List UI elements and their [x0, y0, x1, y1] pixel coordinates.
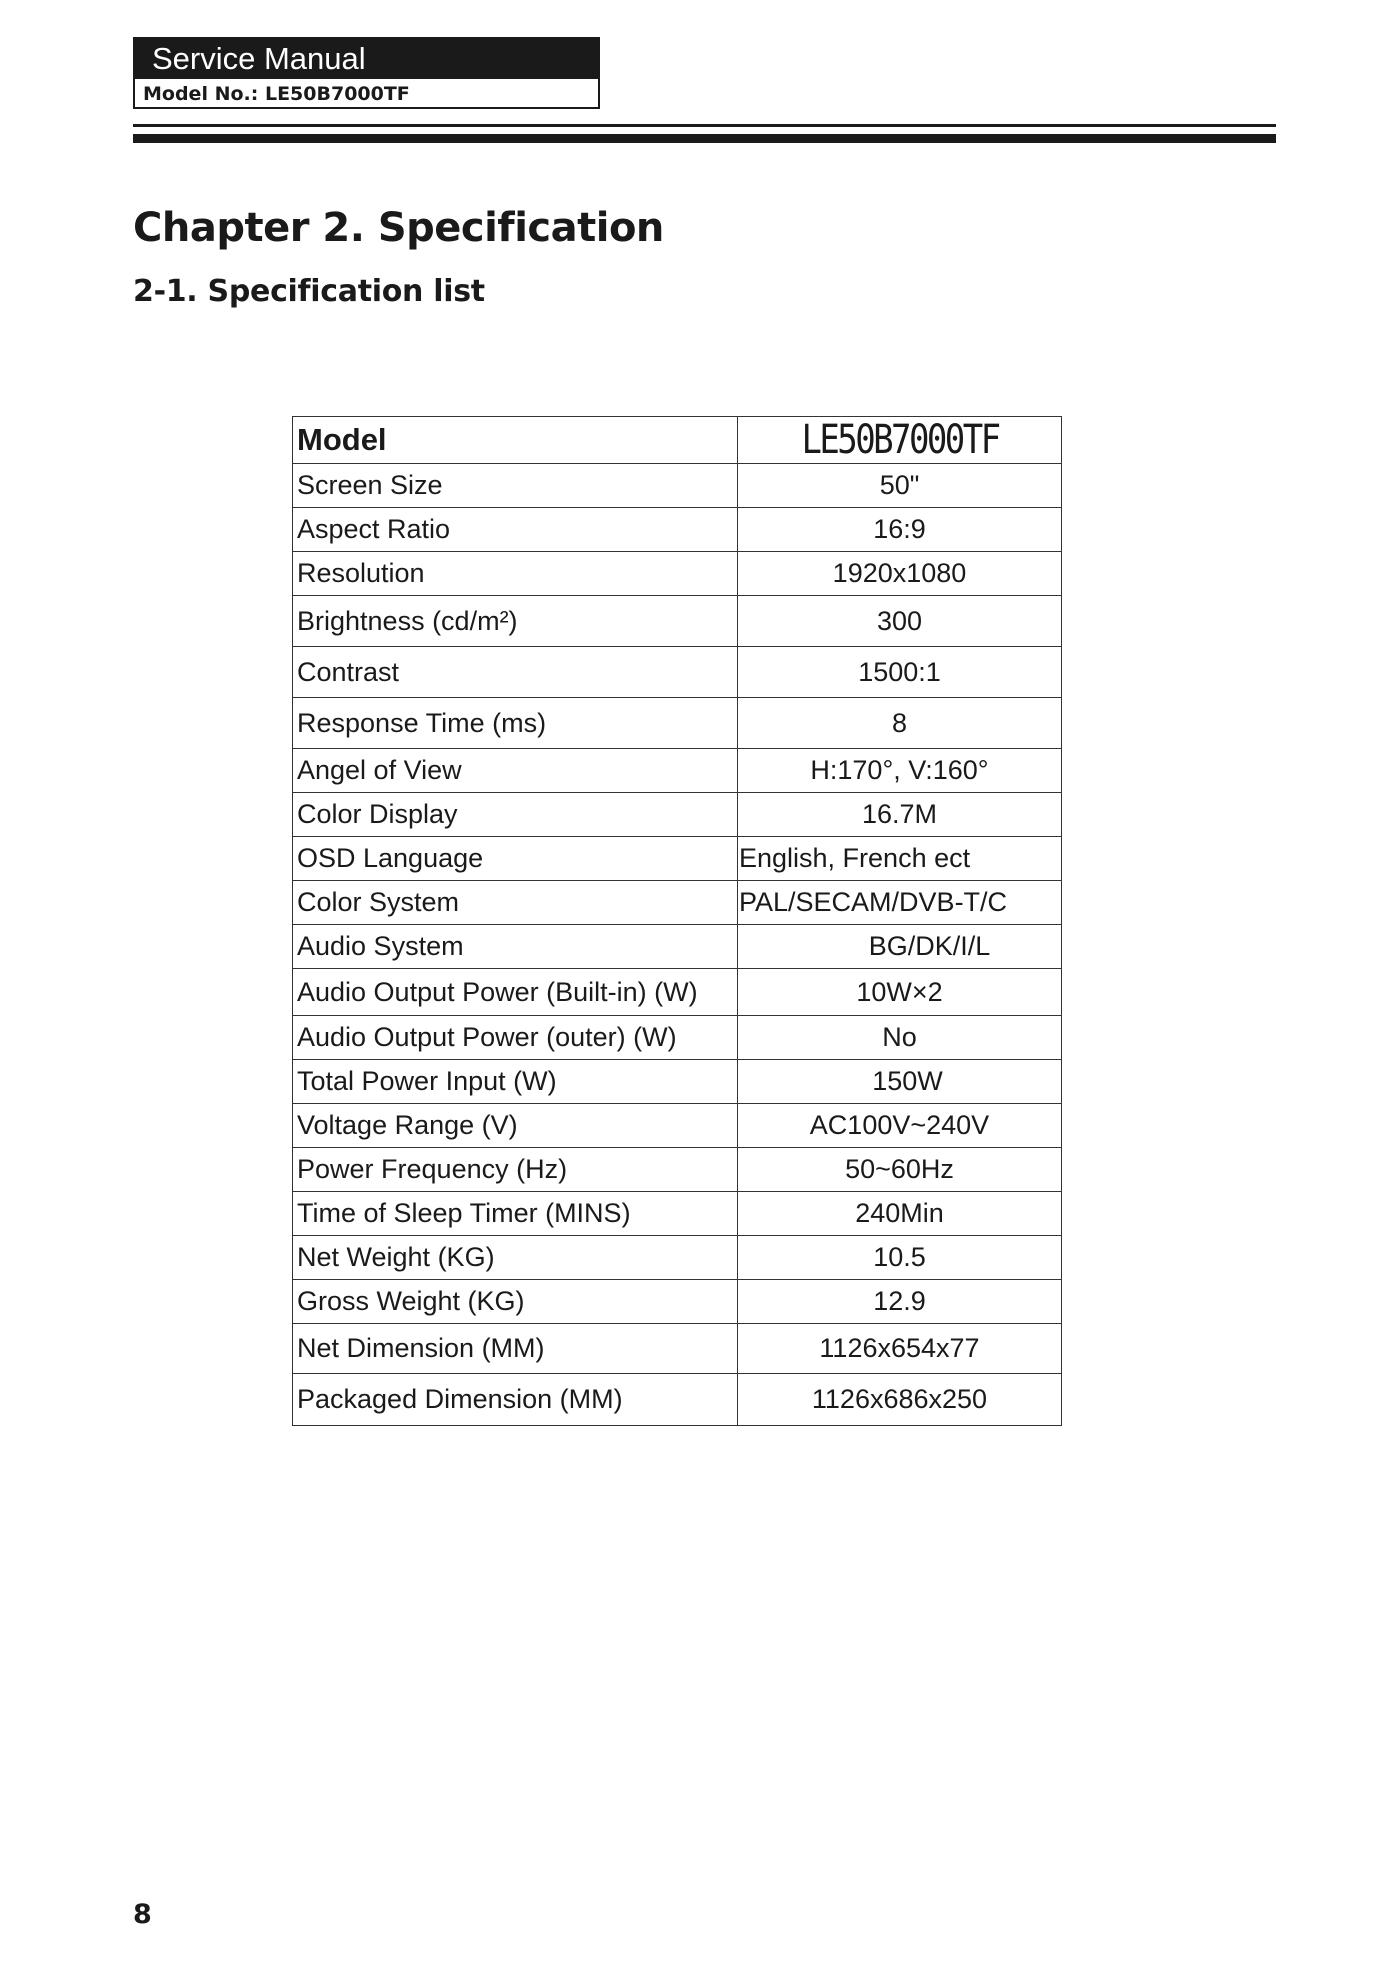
- table-header-row: [293, 417, 1062, 464]
- table-cell-value: 10.5: [738, 1236, 1062, 1280]
- table-cell-value: AC100V~240V: [738, 1104, 1062, 1148]
- table-cell-label: Resolution: [293, 552, 738, 596]
- table-cell-label: OSD Language: [293, 837, 738, 881]
- table-row: [293, 1060, 1062, 1104]
- table-row: [293, 1236, 1062, 1280]
- table-cell-label: Time of Sleep Timer (MINS): [293, 1192, 738, 1236]
- table-cell-value: 10W×2: [738, 969, 1062, 1016]
- header-rule-thin: [133, 124, 1276, 127]
- table-cell-label: Model: [293, 417, 738, 464]
- table-cell-value: BG/DK/I/L: [738, 925, 1062, 969]
- table-row: [293, 698, 1062, 749]
- table-row: [293, 793, 1062, 837]
- table-cell-label: Screen Size: [293, 464, 738, 508]
- table-cell-value: 1126x686x250: [738, 1374, 1062, 1426]
- table-cell-label: Net Dimension (MM): [293, 1324, 738, 1374]
- model-number: Model No.: LE50B7000TF: [143, 83, 410, 105]
- table-cell-label: Brightness (cd/m²): [293, 596, 738, 647]
- table-cell-value: H:170°, V:160°: [738, 749, 1062, 793]
- table-row: [293, 552, 1062, 596]
- table-cell-label: Response Time (ms): [293, 698, 738, 749]
- table-cell-value: 300: [738, 596, 1062, 647]
- table-cell-value: 1920x1080: [738, 552, 1062, 596]
- table-row: [293, 1104, 1062, 1148]
- table-cell-value: 16.7M: [738, 793, 1062, 837]
- table-row: [293, 969, 1062, 1016]
- manual-title: Service Manual: [135, 39, 598, 79]
- table-cell-label: Audio Output Power (outer) (W): [293, 1016, 738, 1060]
- table-cell-value: 1500:1: [738, 647, 1062, 698]
- table-cell-value: PAL/SECAM/DVB-T/C: [738, 881, 1062, 925]
- table-cell-label: Color Display: [293, 793, 738, 837]
- table-cell-label: Audio System: [293, 925, 738, 969]
- table-cell-value: 12.9: [738, 1280, 1062, 1324]
- table-cell-value: 8: [738, 698, 1062, 749]
- table-cell-label: Power Frequency (Hz): [293, 1148, 738, 1192]
- table-row: [293, 1016, 1062, 1060]
- chapter-title: Chapter 2. Specification: [133, 205, 664, 251]
- table-cell-label: Net Weight (KG): [293, 1236, 738, 1280]
- table-cell-value: 50": [738, 464, 1062, 508]
- table-cell-label: Color System: [293, 881, 738, 925]
- table-row: [293, 647, 1062, 698]
- table-cell-label: Contrast: [293, 647, 738, 698]
- table-cell-value: 50~60Hz: [738, 1148, 1062, 1192]
- table-cell-value: 16:9: [738, 508, 1062, 552]
- table-cell-value: English, French ect: [738, 837, 1062, 881]
- table-row: [293, 1148, 1062, 1192]
- table-cell-label: Audio Output Power (Built-in) (W): [293, 969, 738, 1016]
- table-cell-label: Voltage Range (V): [293, 1104, 738, 1148]
- table-row: [293, 1192, 1062, 1236]
- table-row: [293, 596, 1062, 647]
- table-row: [293, 508, 1062, 552]
- table-cell-value: 150W: [738, 1060, 1062, 1104]
- table-cell-value: 240Min: [738, 1192, 1062, 1236]
- table-cell-value: 1126x654x77: [738, 1324, 1062, 1374]
- header-box: [133, 37, 600, 109]
- header-rule-thick: [133, 134, 1276, 143]
- table-row: [293, 1324, 1062, 1374]
- table-cell-value: No: [738, 1016, 1062, 1060]
- table-row: [293, 881, 1062, 925]
- table-cell-label: Angel of View: [293, 749, 738, 793]
- table-row: [293, 1280, 1062, 1324]
- table-cell-label: Packaged Dimension (MM): [293, 1374, 738, 1426]
- table-row: [293, 749, 1062, 793]
- table-row: [293, 925, 1062, 969]
- table-cell-value: LE50B7000TF: [762, 417, 1037, 464]
- table-cell-label: Total Power Input (W): [293, 1060, 738, 1104]
- page-number: 8: [133, 1899, 152, 1930]
- specification-table: [292, 416, 1062, 1426]
- table-row: [293, 464, 1062, 508]
- table-cell-label: Aspect Ratio: [293, 508, 738, 552]
- table-row: [293, 1374, 1062, 1426]
- table-row: [293, 837, 1062, 881]
- section-title: 2-1. Specification list: [133, 274, 485, 309]
- table-cell-label: Gross Weight (KG): [293, 1280, 738, 1324]
